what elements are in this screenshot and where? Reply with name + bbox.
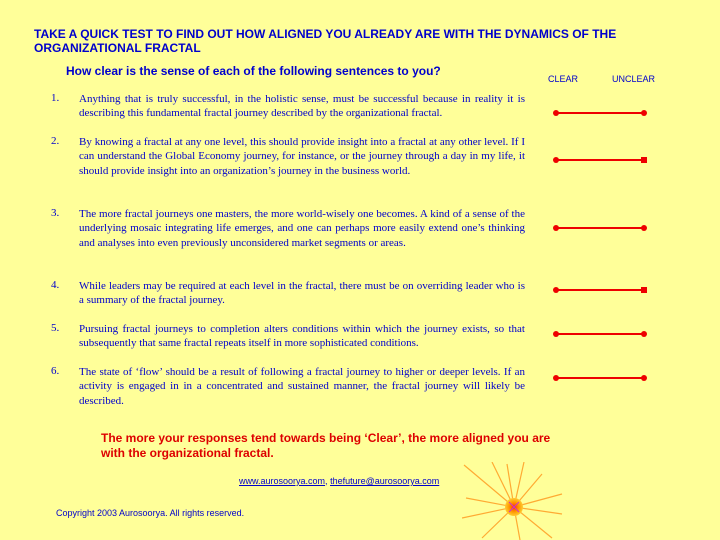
copyright-text: Copyright 2003 Aurosoorya. All rights reserved. bbox=[56, 508, 245, 518]
clarity-scale[interactable] bbox=[553, 156, 647, 164]
item-text: Anything that is truly successful, in the holistic sense, must be successful because in reality it is describing this fundamental fractal journey described by the organizational fractal. bbox=[79, 93, 525, 120]
item-number: 4. bbox=[51, 279, 60, 291]
question-heading: How clear is the sense of each of the following sentences to you? bbox=[66, 64, 441, 78]
scale-line bbox=[556, 227, 644, 229]
clarity-scale[interactable] bbox=[553, 286, 647, 294]
clarity-scale[interactable] bbox=[553, 330, 647, 338]
item-number: 3. bbox=[51, 207, 60, 219]
item-text: By knowing a fractal at any one level, this should provide insight into a fractal at any other level. If I can understand the Global Economy journey, for instance, or the journey through a day in my life, it should provide insight into an organization’s journey in the business world. bbox=[79, 136, 525, 177]
link-separator: , bbox=[325, 476, 331, 486]
item-text: The state of ‘flow’ should be a result of following a fractal journey to higher or deeper levels. If an activity is engaged in in a concentrated and sustained manner, the fractal journey will likely be described. bbox=[79, 366, 525, 407]
scale-line bbox=[556, 289, 644, 291]
clear-end-marker[interactable] bbox=[553, 225, 559, 231]
clear-column-label: CLEAR bbox=[548, 74, 579, 84]
clear-end-marker[interactable] bbox=[553, 375, 559, 381]
scale-line bbox=[556, 377, 644, 379]
scale-line bbox=[556, 333, 644, 335]
sun-logo-icon bbox=[462, 462, 566, 540]
clear-end-marker[interactable] bbox=[553, 157, 559, 163]
clarity-scale[interactable] bbox=[553, 224, 647, 232]
unclear-end-marker[interactable] bbox=[641, 375, 647, 381]
page-title: TAKE A QUICK TEST TO FIND OUT HOW ALIGNED YOU ALREADY ARE WITH THE DYNAMICS OF THE ORGANIZATIONAL FRACTAL bbox=[34, 27, 617, 55]
item-number: 2. bbox=[51, 135, 60, 147]
footer-links bbox=[239, 476, 439, 486]
unclear-end-marker[interactable] bbox=[641, 225, 647, 231]
item-number: 6. bbox=[51, 365, 60, 377]
clarity-scale[interactable] bbox=[553, 374, 647, 382]
unclear-end-marker[interactable] bbox=[641, 110, 647, 116]
item-text: Pursuing fractal journeys to completion alters conditions within which the journey exists, so that subsequently that same fractal repeats itself in more sophisticated conditions. bbox=[79, 323, 525, 350]
scale-line bbox=[556, 112, 644, 114]
clear-end-marker[interactable] bbox=[553, 287, 559, 293]
website-link[interactable]: www.aurosoorya.com bbox=[239, 476, 326, 486]
clarity-scale[interactable] bbox=[553, 109, 647, 117]
email-link[interactable]: thefuture@aurosoorya.com bbox=[330, 476, 440, 486]
item-number: 5. bbox=[51, 322, 60, 334]
item-text: While leaders may be required at each level in the fractal, there must be on overriding leader who is a summary of the fractal journey. bbox=[79, 280, 525, 307]
scale-line bbox=[556, 159, 644, 161]
item-text: The more fractal journeys one masters, the more world-wisely one becomes. A kind of a sense of the underlying mosaic integrating life emerges, and one can perhaps more easily extend one’s thinking and analyses into even previously unconsidered market segments or areas. bbox=[79, 208, 525, 249]
clear-end-marker[interactable] bbox=[553, 331, 559, 337]
conclusion-text: The more your responses tend towards being ‘Clear’, the more aligned you are with the organizational fractal. bbox=[101, 431, 551, 460]
unclear-end-marker[interactable] bbox=[641, 331, 647, 337]
item-number: 1. bbox=[51, 92, 60, 104]
unclear-end-marker[interactable] bbox=[641, 287, 647, 293]
unclear-end-marker[interactable] bbox=[641, 157, 647, 163]
unclear-column-label: UNCLEAR bbox=[612, 74, 656, 84]
clear-end-marker[interactable] bbox=[553, 110, 559, 116]
